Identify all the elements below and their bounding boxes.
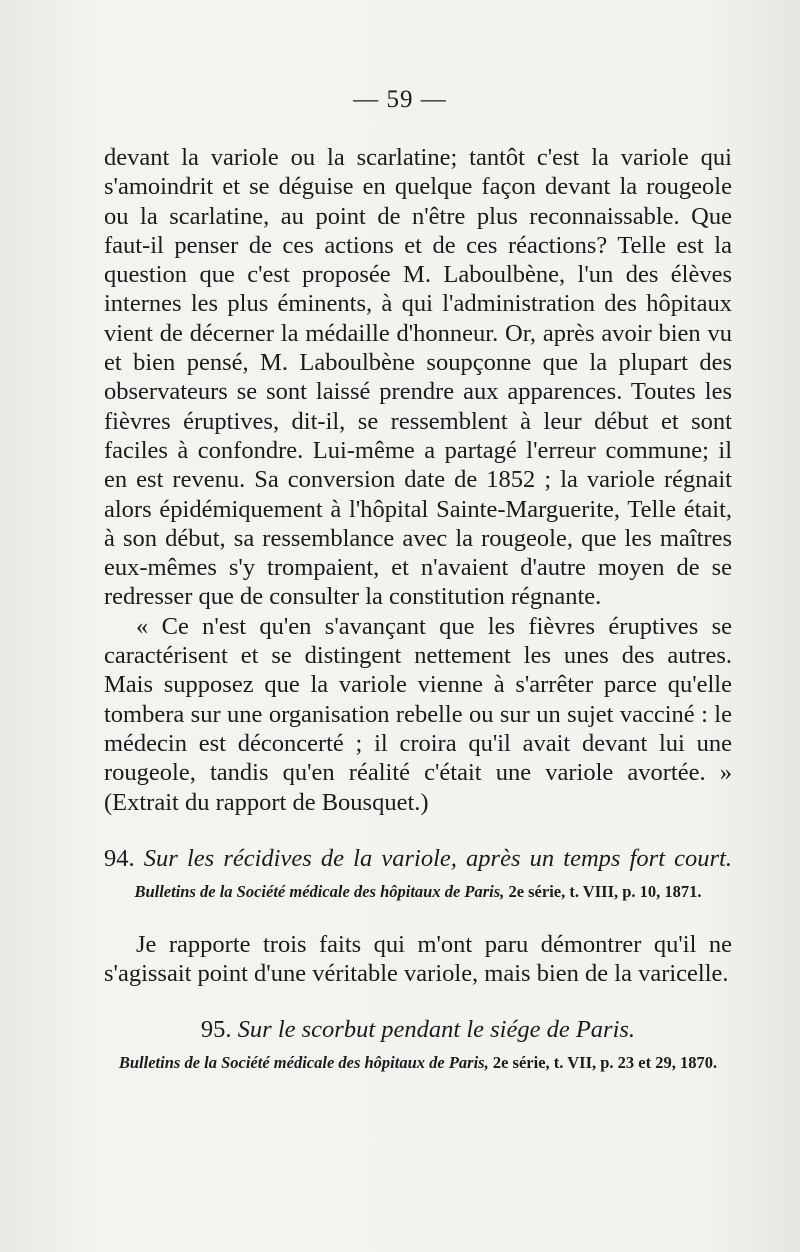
text-body	[104, 143, 732, 1075]
entry-94-number: 94.	[104, 844, 135, 872]
entry-94-ref-details: 2e série, t. VIII, p. 10, 1871.	[508, 881, 702, 901]
entry-95-title	[104, 1015, 732, 1045]
entry-94-ref-journal: Bulletins de la Société médicale des hôpitaux de Paris,	[134, 881, 505, 901]
entry-95-ref-journal: Bulletins de la Société médicale des hôpitaux de Paris,	[118, 1053, 489, 1073]
entry-95-ref-details: 2e série, t. VII, p. 23 et 29, 1870.	[492, 1053, 718, 1073]
paragraph-continuation: devant la variole ou la scarlatine; tantôt c'est la variole qui s'amoindrit et se déguise en quelque façon devant la rougeole ou la scarlatine, au point de n'être plus reconnaissable. Que faut-il penser de ces actions et de ces réactions? Telle est la question que c'est proposée M. Laboulbène, l'un des élèves internes les plus éminents, à qui l'administration des hôpitaux vient de décerner la médaille d'honneur. Or, après avoir bien vu et bien pensé, M. Laboulbène soupçonne que la plupart des observateurs se sont laissé prendre aux apparences. Toutes les fièvres éruptives, dit-il, se ressemblent à leur début et sont faciles à confondre. Lui-même a partagé l'erreur commune; il en est revenu. Sa conversion date de 1852 ; la variole régnait alors épidémiquement à l'hôpital Sainte-Marguerite, Telle était, à son début, sa ressemblance avec la rougeole, que les maîtres eux-mêmes s'y trompaient, et n'avaient d'autre moyen de se redresser que de consulter la constitution régnante.	[104, 144, 732, 611]
paragraph-quote: « Ce n'est qu'en s'avançant que les fièvres éruptives se caractérisent et se distingent nettement les unes des autres. Mais supposez que la variole vienne à s'arrêter parce qu'elle tombera sur une organisation rebelle ou sur un sujet vacciné : le médecin est déconcerté ; il croira qu'il avait devant lui une rougeole, tandis qu'en réalité c'était une variole avortée. » (Extrait du rapport de Bousquet.)	[104, 612, 732, 816]
entry-94-reference	[104, 880, 732, 904]
page-number: — 59 —	[353, 86, 447, 113]
entry-95-number: 95.	[200, 1016, 232, 1044]
entry-95-title-text: Sur le scorbut pendant le siége de Paris.	[237, 1016, 636, 1044]
entry-95-reference	[104, 1051, 732, 1075]
entry-94-text: Je rapporte trois faits qui m'ont paru démontrer qu'il ne s'agissait point d'une véritable variole, mais bien de la varicelle.	[104, 930, 732, 988]
entry-94-title	[104, 844, 732, 874]
entry-94-title-text: Sur les récidives de la variole, après un temps fort court.	[143, 844, 732, 872]
